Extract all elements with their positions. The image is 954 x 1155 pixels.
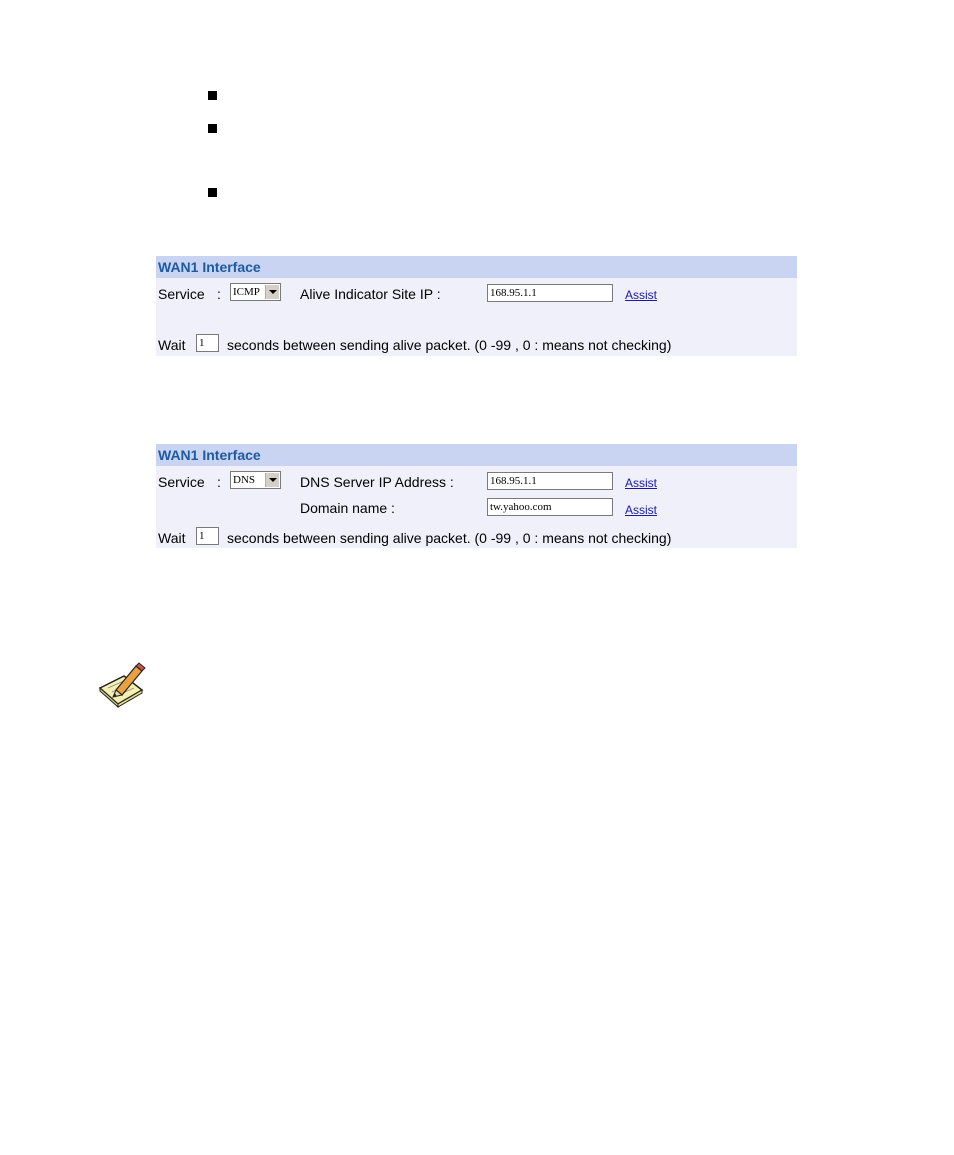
assist-link[interactable]: Assist bbox=[625, 288, 658, 302]
chevron-down-icon[interactable] bbox=[265, 473, 279, 487]
panel-title: WAN1 Interface bbox=[156, 444, 797, 466]
service-select-value: ICMP bbox=[233, 286, 260, 298]
wait-suffix: seconds between sending alive packet. (0 -99 , 0 : means not checking) bbox=[227, 337, 672, 353]
assist-link[interactable]: Assist bbox=[625, 476, 658, 490]
wait-input[interactable]: 1 bbox=[196, 527, 219, 545]
service-label: Service bbox=[158, 286, 205, 302]
service-select-value: DNS bbox=[233, 474, 256, 486]
assist-link[interactable]: Assist bbox=[625, 503, 658, 517]
domain-name-input[interactable]: tw.yahoo.com bbox=[487, 498, 613, 516]
service-colon: : bbox=[217, 474, 221, 490]
wan1-dns-panel bbox=[156, 444, 797, 548]
wait-label: Wait bbox=[158, 530, 186, 546]
service-colon: : bbox=[217, 286, 221, 302]
chevron-down-icon[interactable] bbox=[265, 285, 279, 299]
site-ip-label: Alive Indicator Site IP : bbox=[300, 286, 441, 302]
square-bullet-icon bbox=[208, 124, 217, 133]
pencil-note-icon bbox=[98, 660, 146, 708]
wan1-icmp-panel bbox=[156, 256, 797, 356]
panel-title: WAN1 Interface bbox=[156, 256, 797, 278]
site-ip-input[interactable]: 168.95.1.1 bbox=[487, 284, 613, 302]
dns-server-label: DNS Server IP Address : bbox=[300, 474, 454, 490]
service-label: Service bbox=[158, 474, 205, 490]
wait-label: Wait bbox=[158, 337, 186, 353]
service-select[interactable] bbox=[230, 471, 281, 489]
wait-input[interactable]: 1 bbox=[196, 334, 219, 352]
square-bullet-icon bbox=[208, 188, 217, 197]
wait-suffix: seconds between sending alive packet. (0 -99 , 0 : means not checking) bbox=[227, 530, 672, 546]
domain-name-label: Domain name : bbox=[300, 500, 395, 516]
service-select[interactable] bbox=[230, 283, 281, 301]
square-bullet-icon bbox=[208, 91, 217, 100]
dns-server-input[interactable]: 168.95.1.1 bbox=[487, 472, 613, 490]
